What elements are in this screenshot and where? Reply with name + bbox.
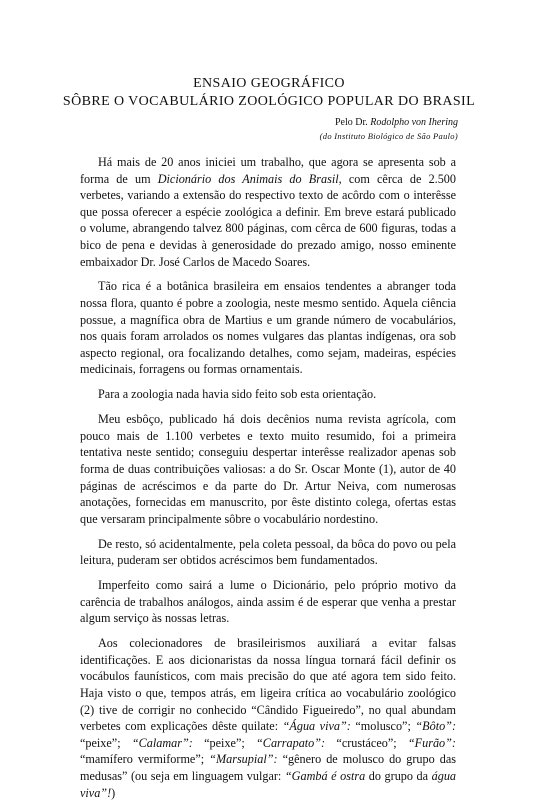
italic-text: “Bôto”: (415, 719, 457, 734)
italic-text: água viva”! (80, 768, 457, 800)
text-run: Para a zoologia nada havia sido feito sob esta orientação. (98, 387, 377, 402)
text-run: ) (111, 785, 116, 800)
body-paragraph (80, 411, 456, 527)
body-paragraph (80, 577, 456, 627)
text-run: De resto, só acidentalmente, pela coleta pessoal, da bôca do povo ou pela leitura, puderam ser obtidos acréscimos bem fundamentados. (80, 536, 456, 568)
body-paragraph (80, 154, 456, 270)
byline-prefix: Pelo Dr. (334, 117, 368, 128)
italic-text: “Marsupial”: (209, 752, 278, 767)
text-run: “peixe”; (80, 735, 132, 750)
text-run: Imperfeito como sairá a lume o Dicionário, pelo próprio motivo da carência de trabalhos análogos, ainda assim é de esperar que venha a prestar algum serviço às nossas letras. (80, 578, 456, 626)
author-affiliation: (do Instituto Biológico de São Paulo) (319, 131, 458, 141)
author-byline (335, 117, 458, 128)
text-run: “gênero de molusco do grupo das medusas” (ou seja em linguagem vulgar: (80, 752, 456, 783)
body-paragraph (80, 536, 456, 569)
text-run: Aos colecionadores de brasileirismos auxiliará a evitar falsas identificações. E aos dicionaristas da nossa língua tornará fácil definir os vocábulos faunísticos, com mais precisão do que até agora tem sido feito. Haja visto o que, tempos atrás, em ligeira crítica ao vocabulário zoológico (2) tive de corrigir no conhecido “Cândido Figueiredo”, no qual abundam verbetes com explicações dêste quilate: (80, 636, 456, 734)
italic-text: “Gambá é ostra (284, 768, 366, 783)
article-body (80, 154, 456, 809)
text-run: do grupo da (365, 768, 432, 783)
text-run: “molusco”; (350, 719, 416, 734)
article-title-line-1: ENSAIO GEOGRÁFICO (193, 76, 345, 91)
text-run: “crustáceo”; (325, 735, 408, 750)
text-run: Meu esbôço, publicado há dois decênios numa revista agrícola, com pouco mais de 1.100 verbetes e texto muito resumido, foi a primeira tentativa neste sentido; conseguiu despertar interêsse realizador apenas sob forma de duas contribuições valiosas: a do Sr. Oscar Monte (1), autor de 40 páginas de acréscimos e da parte do Dr. Artur Neiva, com numerosas anotações, fornecidas em manuscrito, por êste distinto colega, ofertas estas que versaram principalmente sôbre o vocabulário nordestino. (80, 412, 456, 526)
italic-text: “Carrapato”: (256, 735, 326, 750)
text-run: “peixe”; (192, 735, 257, 750)
text-run: com cêrca de 2.500 verbetes, variando a extensão do respectivo texto de acôrdo com o interêsse que possa oferecer a espécie zoológica a definir. Em breve estará publicado o volume, abrangendo talvez 800 páginas, com cêrca de 600 figuras, todas a bico de pena e devidas à generosidade do prezado amigo, nosso eminente embaixador Dr. José Carlos de Macedo Soares. (80, 171, 456, 269)
body-paragraph (80, 278, 456, 378)
italic-text: “Furão”: (407, 735, 456, 750)
italic-text: “Água viva”: (282, 719, 351, 734)
article-title-line-2: SÔBRE O VOCABULÁRIO ZOOLÓGICO POPULAR DO BRASIL (62, 94, 476, 109)
text-run: “mamífero vermiforme”; (80, 752, 210, 767)
italic-text: “Calamar”: (131, 735, 193, 750)
body-paragraph (80, 635, 456, 801)
body-paragraph (80, 386, 456, 403)
italic-text: Dicionário dos Animais do Brasil, (157, 171, 342, 186)
text-run: Há mais de 20 anos iniciei um trabalho, que agora se apresenta sob a forma de um (80, 155, 456, 186)
text-run: Tão rica é a botânica brasileira em ensaios tendentes a abranger toda nossa flora, quanto é pobre a zoologia, neste mesmo sentido. Aquela ciência possue, a magnífica obra de Martius e um grande número de vocabulários, nos quais foram arrolados os nomes vulgares das plantas indígenas, ora sob aspecto regional, ora focalizando detalhes, como sejam, madeiras, espécies medicinais, forragens ou formas ornamentais. (80, 279, 456, 377)
author-name: Rodolpho von Ihering (370, 117, 458, 128)
